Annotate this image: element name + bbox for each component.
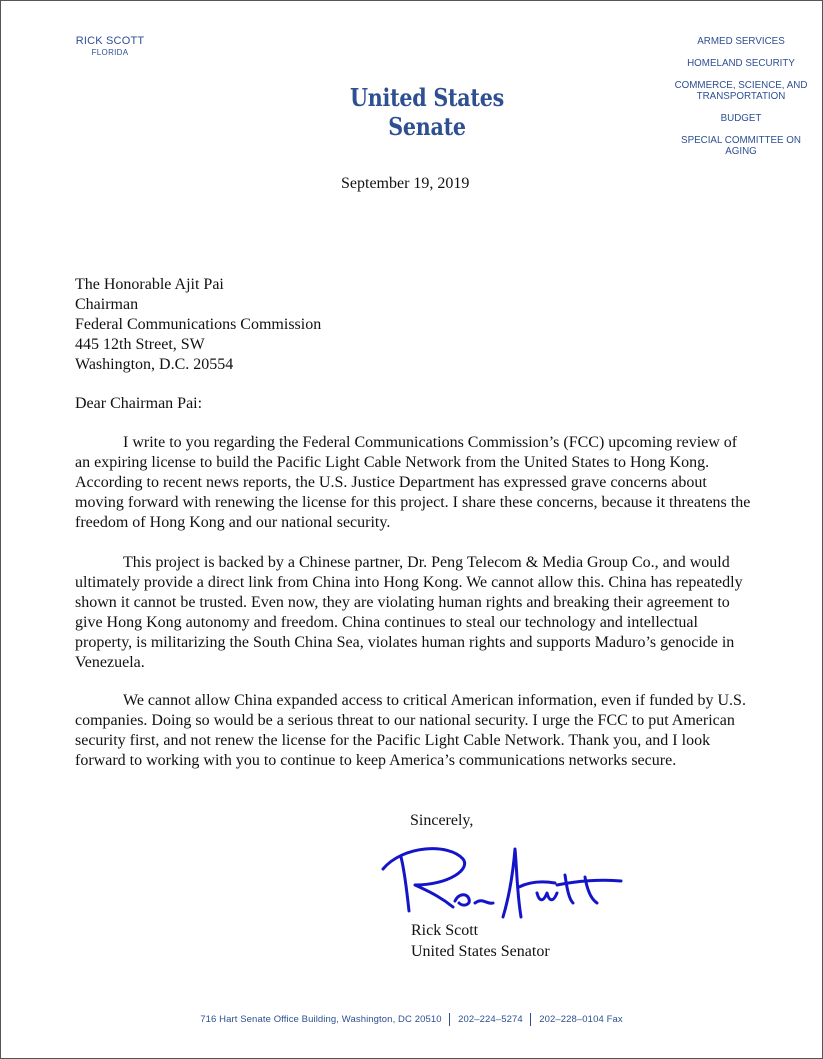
signer-block [411, 920, 550, 962]
closing: Sincerely, [410, 812, 474, 829]
recipient-line: The Honorable Ajit Pai [75, 276, 224, 293]
salutation: Dear Chairman Pai: [75, 395, 203, 412]
footer-phone: 202–224–5274 [458, 1014, 523, 1026]
recipient-line: Washington, D.C. 20554 [75, 356, 234, 373]
body-paragraph: I write to you regarding the Federal Communications Commission’s (FCC) upcoming review of an expiring license to build the Pacific Light Cable Network from the United States to Hong Kong. According to recent news reports, the U.S. Justice Department has expressed grave concerns about moving forward with renewing the license for this project. I share these concerns, because it threatens the freedom of Hong Kong and our national security. [75, 434, 751, 531]
recipient-line: Chairman [75, 296, 139, 313]
body-paragraph: This project is backed by a Chinese partner, Dr. Peng Telecom & Media Group Co., and would ultimately provide a direct link from China into Hong Kong. We cannot allow this. China has repeatedly shown it cannot be trusted. Even now, they are violating human rights and breaking their agreement to give Hong Kong autonomy and freedom. China continues to steal our technology and intellectual property, is militarizing the South China Sea, violates human rights and supports Maduro’s genocide in Venezuela. [75, 554, 743, 671]
sender-name: RICK SCOTT [75, 35, 145, 47]
committee-item: COMMERCE, SCIENCE, AND TRANSPORTATION [674, 80, 808, 102]
senate-title: United States Senate [350, 83, 504, 141]
committee-item: ARMED SERVICES [697, 36, 785, 47]
recipient-address [75, 275, 321, 375]
committee-list [665, 36, 817, 168]
signature-image [379, 841, 627, 925]
signer-title: United States Senator [411, 943, 550, 960]
committee-item: SPECIAL COMMITTEE ON AGING [681, 135, 801, 157]
sender-state: FLORIDA [91, 48, 129, 57]
footer-divider [449, 1013, 450, 1026]
letter-date: September 19, 2019 [341, 175, 470, 192]
recipient-line: 445 12th Street, SW [75, 336, 205, 353]
footer-fax: 202–228–0104 Fax [539, 1014, 623, 1026]
body-paragraph: We cannot allow China expanded access to critical American information, even if funded by U.S. companies. Doing so would be a serious threat to our national security. I urge the FCC to put American security first, and not renew the license for the Pacific Light Cable Network. Thank you, and I look forward to working with you to continue to keep America’s communications networks secure. [75, 692, 746, 769]
committee-item: HOMELAND SECURITY [687, 58, 795, 69]
signer-name: Rick Scott [411, 922, 479, 939]
sender-block [61, 35, 159, 57]
recipient-line: Federal Communications Commission [75, 316, 322, 333]
footer [1, 1013, 822, 1026]
footer-address: 716 Hart Senate Office Building, Washington, DC 20510 [200, 1014, 442, 1026]
committee-item: BUDGET [720, 113, 762, 124]
footer-divider [530, 1013, 531, 1026]
